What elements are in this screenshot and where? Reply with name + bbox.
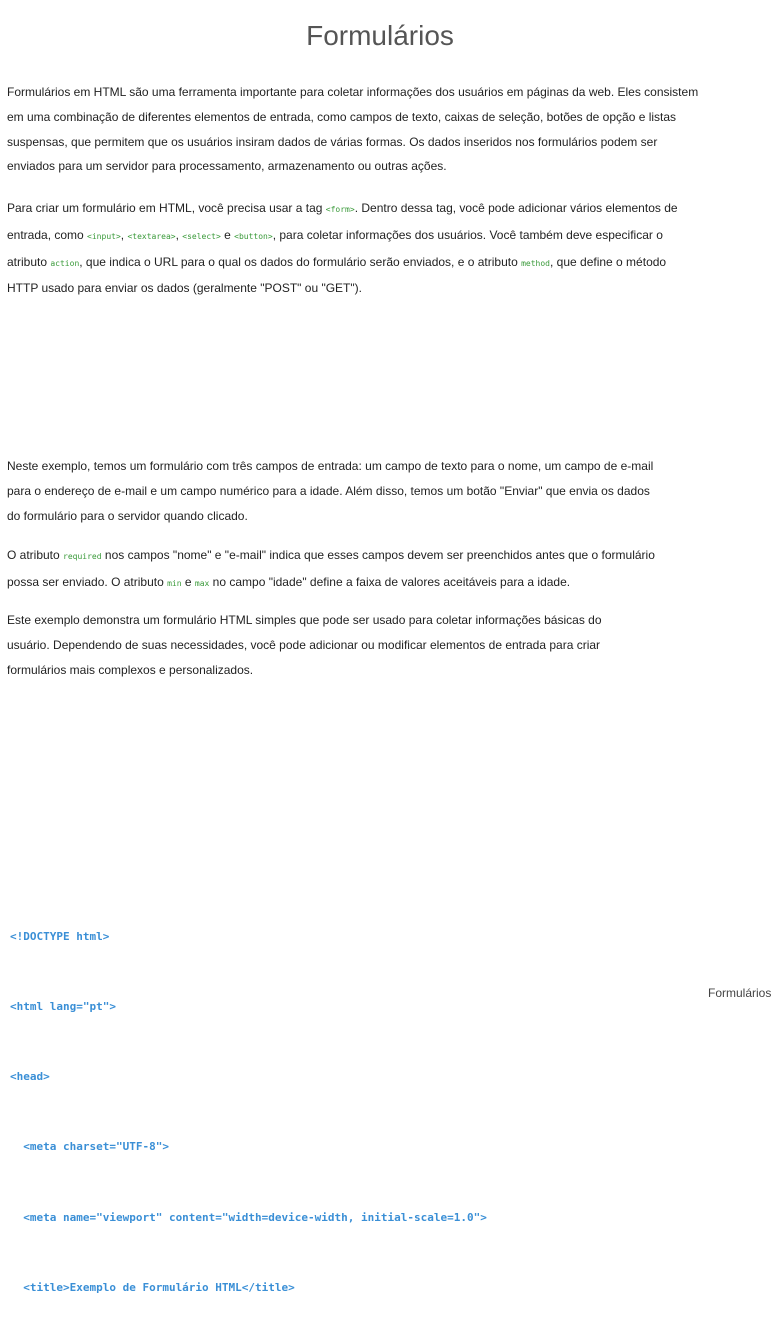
how-to-text-4: , para coletar informações dos usuários. Você também deve especificar o atributo <box>7 227 663 269</box>
code-line: <meta name="viewport" content="width=device-width, initial-scale=1.0"> <box>10 1210 487 1224</box>
code-line: <head> <box>10 1070 50 1084</box>
required-text-3: e <box>181 574 195 589</box>
how-to-text-5: , que indica o URL para o qual os dados do formulário serão enviados, e o atributo <box>79 254 522 269</box>
how-to-paragraph <box>7 196 699 301</box>
separator-1: , <box>120 227 128 242</box>
code-method-attr: method <box>521 258 550 268</box>
code-input-tag: <input> <box>87 231 121 241</box>
how-to-text-6: , que define o método HTTP usado para enviar os dados (geralmente "POST" ou "GET"). <box>7 254 667 296</box>
example-paragraph: Neste exemplo, temos um formulário com três campos de entrada: um campo de texto para o nome, um campo de e-mail para o endereço de e-mail e um campo numérico para a idade. Além disso, temos um botão "Enviar" que envia os dados do formulário para o servidor quando clicado. <box>7 459 654 523</box>
separator-2: , <box>175 227 183 242</box>
code-min-attr: min <box>167 578 182 588</box>
code-action-attr: action <box>50 258 80 268</box>
required-text-4: no campo "idade" define a faixa de valores aceitáveis para a idade. <box>209 574 571 589</box>
code-line: <html lang="pt"> <box>10 1000 116 1014</box>
code-line: <title>Exemplo de Formulário HTML</title> <box>10 1280 295 1294</box>
intro-paragraph: Formulários em HTML são uma ferramenta importante para coletar informações dos usuários em páginas da web. Eles consistem em uma combinação de diferentes elementos de entrada, como campos de texto, caixas de seleção, botões de opção e listas suspensas, que permitem que os usuários insiram dados de várias formas. Os dados inseridos nos formulários podem ser enviados para um servidor para processamento, armazenamento ou outras ações. <box>7 85 699 174</box>
code-textarea-tag: <textarea> <box>127 231 176 241</box>
code-button-tag: <button> <box>234 231 273 241</box>
page-title: Formulários <box>306 20 454 51</box>
required-paragraph <box>7 543 657 597</box>
required-text-1: O atributo <box>7 548 64 562</box>
code-line: <!DOCTYPE html> <box>10 929 110 943</box>
code-line: <meta charset="UTF-8"> <box>10 1140 169 1154</box>
how-to-text-3: e <box>220 227 235 242</box>
how-to-text-1: Para criar um formulário em HTML, você precisa usar a tag <box>7 201 326 215</box>
code-required-attr: required <box>63 552 102 561</box>
code-form-tag: <form> <box>325 205 355 214</box>
code-block <box>10 878 487 1323</box>
footer-page-label: Formulários <box>708 986 771 1000</box>
required-text-2: nos campos "nome" e "e-mail" indica que esses campos devem ser preenchidos antes que o formulário possa ser enviado. O atributo <box>7 548 655 589</box>
code-max-attr: max <box>194 578 210 588</box>
code-select-tag: <select> <box>182 231 221 241</box>
how-to-text-2: . Dentro dessa tag, você pode adicionar vários elementos de entrada, como <box>7 201 678 242</box>
conclusion-paragraph: Este exemplo demonstra um formulário HTML simples que pode ser usado para coletar informações básicas do usuário. Dependendo de suas necessidades, você pode adicionar ou modificar elementos de entrada para criar formulários mais complexos e personalizados. <box>7 613 602 677</box>
